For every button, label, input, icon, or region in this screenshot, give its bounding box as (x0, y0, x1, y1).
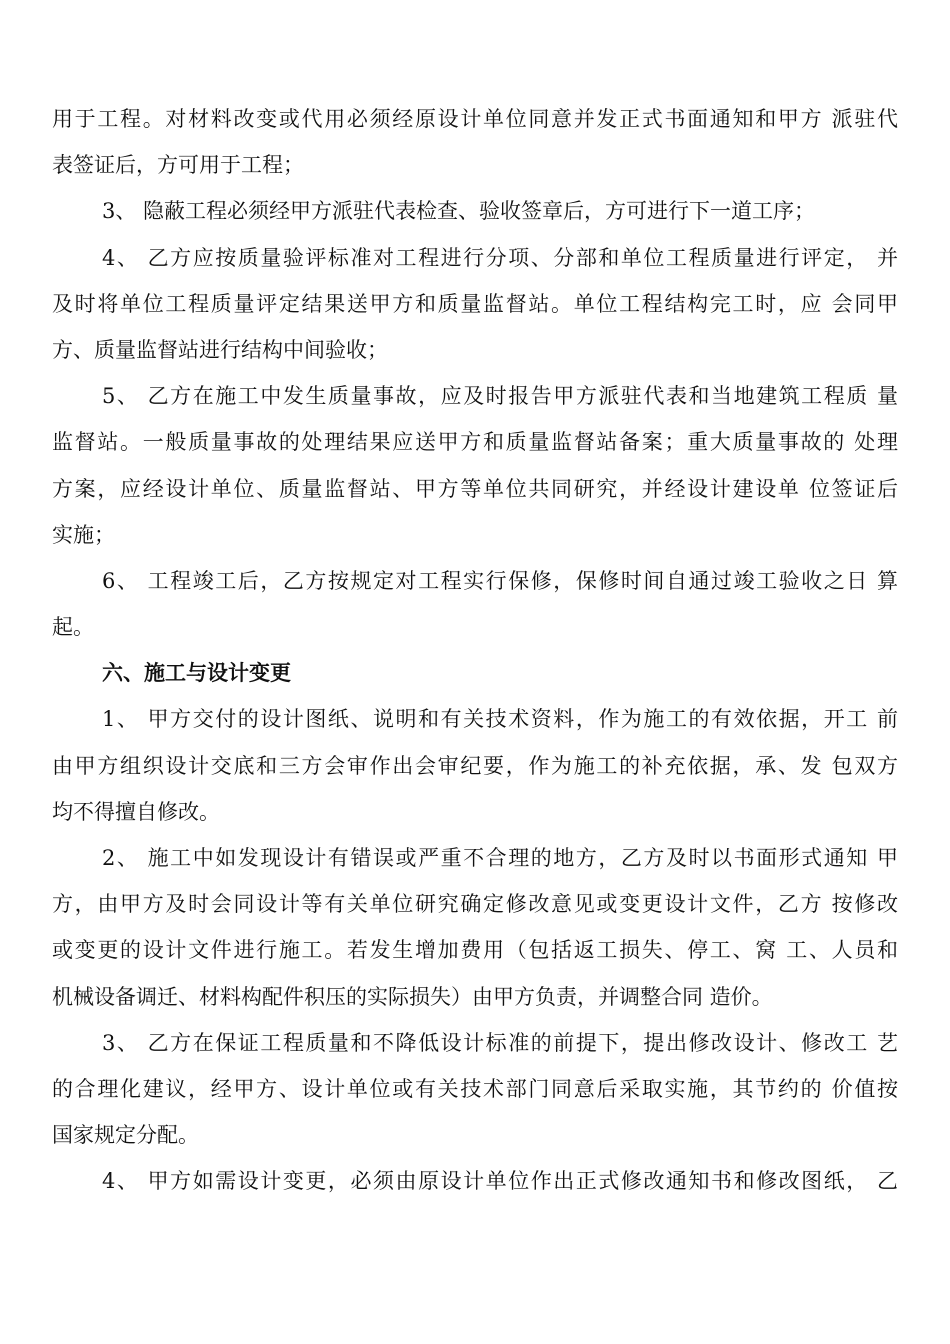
text-line-20: 机械设备调迁、材料构配件积压的实际损失）由甲方负责，并调整合同 造价。 (52, 984, 773, 1009)
text-line-21: 3、 乙方在保证工程质量和不降低设计标准的前提下，提出修改设计、修改工 艺 (102, 1030, 898, 1055)
text-line-22: 的合理化建议，经甲方、设计单位或有关技术部门同意后采取实施，其节约的 价值按 (52, 1076, 898, 1101)
section-heading: 六、施工与设计变更 (102, 660, 291, 686)
text-line-17: 2、 施工中如发现设计有错误或严重不合理的地方，乙方及时以书面形式通知 甲 (102, 846, 898, 870)
text-line-16: 均不得擅自修改。 (52, 799, 220, 824)
text-line-23: 国家规定分配。 (52, 1123, 199, 1148)
text-line-9: 方案，应经设计单位、质量监督站、甲方等单位共同研究，并经设计建设单 位签证后 (52, 476, 898, 501)
text-line-7: 5、 乙方在施工中发生质量事故，应及时报告甲方派驻代表和当地建筑工程质 量 (102, 384, 898, 409)
text-line-11: 6、 工程竣工后，乙方按规定对工程实行保修，保修时间自通过竣工验收之日 算 (102, 568, 898, 593)
text-line-14: 1、 甲方交付的设计图纸、说明和有关技术资料，作为施工的有效依据，开工 前 (102, 707, 898, 732)
text-line-24: 4、 甲方如需设计变更，必须由原设计单位作出正式修改通知书和修改图纸， 乙 (102, 1169, 898, 1194)
text-line-10: 实施； (52, 522, 115, 547)
document-page (52, 96, 898, 1205)
text-line-18: 方，由甲方及时会同设计等有关单位研究确定修改意见或变更设计文件，乙方 按修改 (52, 892, 898, 917)
text-line-15: 由甲方组织设计交底和三方会审作出会审纪要，作为施工的补充依据，承、发 包双方 (52, 753, 898, 778)
text-line-5: 及时将单位工程质量评定结果送甲方和质量监督站。单位工程结构完工时，应 会同甲 (52, 291, 898, 316)
text-line-4: 4、 乙方应按质量验评标准对工程进行分项、分部和单位工程质量进行评定， 并 (102, 245, 898, 270)
text-line-6: 方、质量监督站进行结构中间验收； (52, 337, 388, 362)
text-line-2: 表签证后，方可用于工程； (52, 153, 304, 178)
text-line-12: 起。 (52, 615, 94, 640)
text-line-3: 3、 隐蔽工程必须经甲方派驻代表检查、验收签章后，方可进行下一道工序； (102, 199, 816, 224)
text-line-19: 或变更的设计文件进行施工。若发生增加费用（包括返工损失、停工、窝 工、人员和 (52, 938, 898, 963)
text-line-1: 用于工程。对材料改变或代用必须经原设计单位同意并发正式书面通知和甲方 派驻代 (52, 107, 898, 131)
text-line-8: 监督站。一般质量事故的处理结果应送甲方和质量监督站备案；重大质量事故的 处理 (52, 430, 898, 455)
